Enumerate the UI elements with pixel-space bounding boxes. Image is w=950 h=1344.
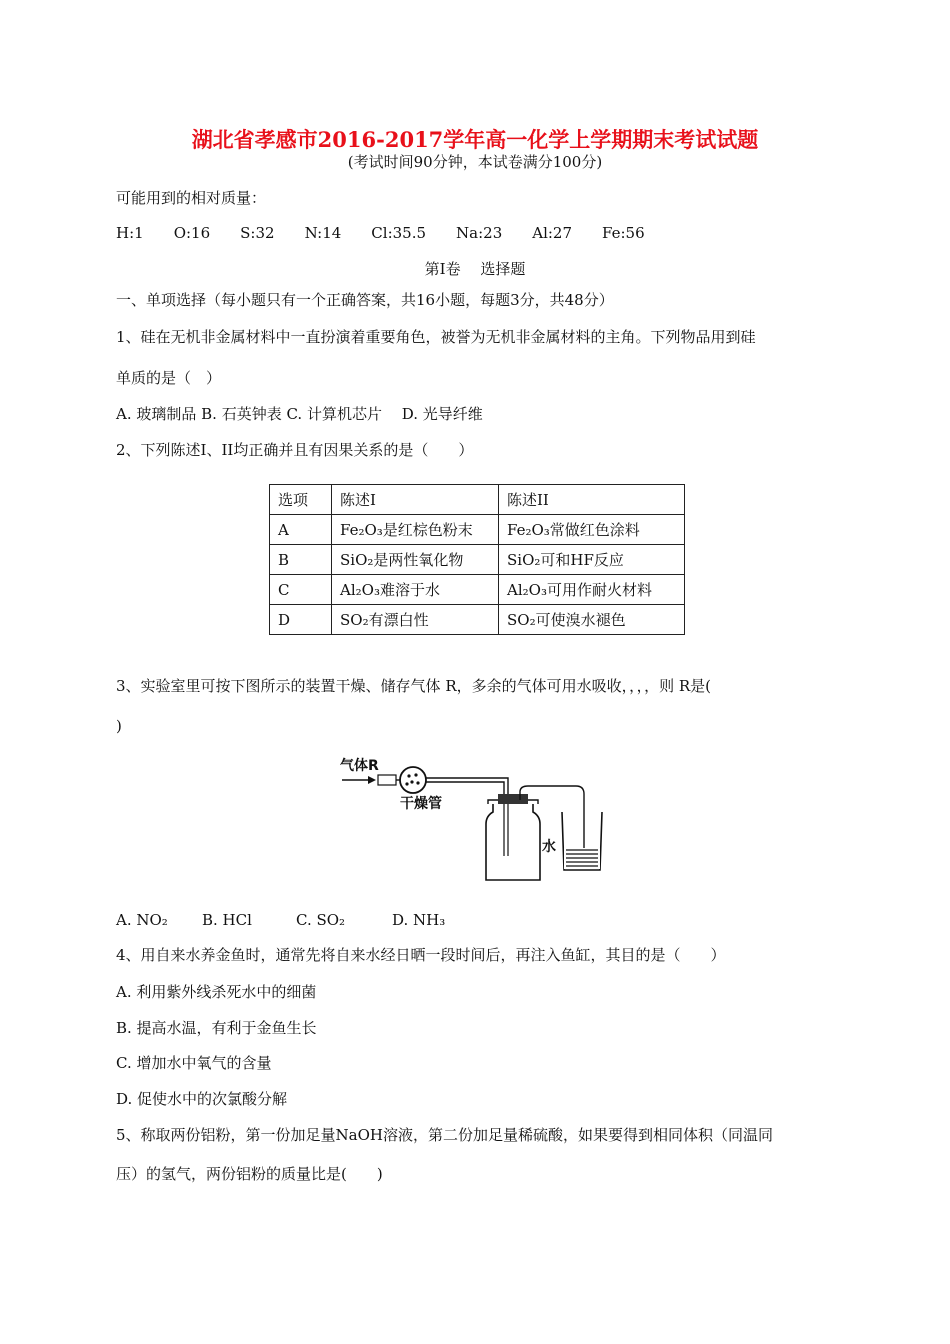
table-cell: SO₂有漂白性 <box>332 605 499 635</box>
option: A. NO₂ <box>116 911 168 929</box>
q1-options: A. 玻璃制品 B. 石英钟表 C. 计算机芯片 D. 光导纤维 <box>116 405 483 423</box>
mass-item: S:32 <box>240 224 275 242</box>
table-row <box>270 605 685 635</box>
table-header-cell: 选项 <box>270 485 332 515</box>
water-label: 水 <box>542 839 556 855</box>
q5-text-line1: 5、称取两份铝粉，第一份加足量NaOH溶液，第二份加足量稀硫酸，如果要得到相同体积（同温同 <box>116 1126 773 1144</box>
table-row <box>270 545 685 575</box>
part1-header: 一、单项选择（每小题只有一个正确答案，共16小题，每题3分，共48分） <box>116 291 614 309</box>
page-title: 湖北省孝感市2016-2017学年高一化学上学期期末考试试题 <box>191 127 759 152</box>
q4-option-d: D. 促使水中的次氯酸分解 <box>116 1090 288 1108</box>
q4-option-c: C. 增加水中氧气的含量 <box>116 1054 272 1072</box>
q3-options <box>116 910 445 930</box>
atomic-masses <box>116 223 675 243</box>
q4-option-b: B. 提高水温，有利于金鱼生长 <box>116 1019 317 1037</box>
gas-bottle <box>486 804 540 880</box>
table-header-cell: 陈述I <box>332 485 499 515</box>
exam-info: (考试时间90分钟，本试卷满分100分) <box>347 153 603 171</box>
table-cell: SO₂可使溴水褪色 <box>499 605 685 635</box>
mass-item: Fe:56 <box>602 224 645 242</box>
table-cell: Fe₂O₃是红棕色粉末 <box>332 515 499 545</box>
tube-stopper <box>378 775 396 785</box>
table-row <box>270 515 685 545</box>
q5-text-line2: 压）的氢气，两份铝粉的质量比是( ) <box>116 1165 383 1183</box>
gas-r-label: 气体R <box>340 758 379 774</box>
table-cell: Al₂O₃难溶于水 <box>332 575 499 605</box>
q3-text-line2: ) <box>116 717 122 735</box>
q4-option-a: A. 利用紫外线杀死水中的细菌 <box>116 983 317 1001</box>
section-title: 第Ⅰ卷 选择题 <box>424 260 526 278</box>
table-cell: SiO₂是两性氧化物 <box>332 545 499 575</box>
q2-table <box>269 484 685 635</box>
mass-item: O:16 <box>173 224 211 242</box>
table-header-row <box>270 485 685 515</box>
table-cell: B <box>270 545 332 575</box>
q1-text-line1: 1、硅在无机非金属材料中一直扮演着重要角色，被誉为无机非金属材料的主角。下列物品用到硅 <box>116 328 756 346</box>
table-cell: D <box>270 605 332 635</box>
table-header-cell: 陈述II <box>499 485 685 515</box>
q2-text: 2、下列陈述I、II均正确并且有因果关系的是（ ） <box>116 441 474 459</box>
apparatus-diagram <box>338 752 618 882</box>
bottle-stopper <box>498 794 528 804</box>
option: C. SO₂ <box>296 911 346 929</box>
table-cell: Fe₂O₃常做红色涂料 <box>499 515 685 545</box>
arrow-head-icon <box>368 776 376 784</box>
table-cell: C <box>270 575 332 605</box>
option: D. NH₃ <box>392 911 446 929</box>
option: B. HCl <box>202 911 252 929</box>
mass-item: Cl:35.5 <box>371 224 427 242</box>
table-cell: Al₂O₃可用作耐火材料 <box>499 575 685 605</box>
mass-item: Na:23 <box>456 224 503 242</box>
mass-item: H:1 <box>116 224 144 242</box>
mass-item: N:14 <box>304 224 342 242</box>
q4-text: 4、用自来水养金鱼时，通常先将自来水经日晒一段时间后，再注入鱼缸，其目的是（ ） <box>116 946 726 964</box>
masses-label: 可能用到的相对质量： <box>116 189 267 207</box>
mass-item: Al:27 <box>532 224 573 242</box>
q1-text-line2: 单质的是（ ） <box>116 369 222 387</box>
table-cell: SiO₂可和HF反应 <box>499 545 685 575</box>
table-cell: A <box>270 515 332 545</box>
drying-tube-bulb <box>400 767 426 793</box>
drying-tube-label: 干燥管 <box>400 796 442 812</box>
table-row <box>270 575 685 605</box>
q3-text-line1: 3、实验室里可按下图所示的装置干燥、储存气体 R，多余的气体可用水吸收，，，，则 R是( <box>116 677 712 695</box>
